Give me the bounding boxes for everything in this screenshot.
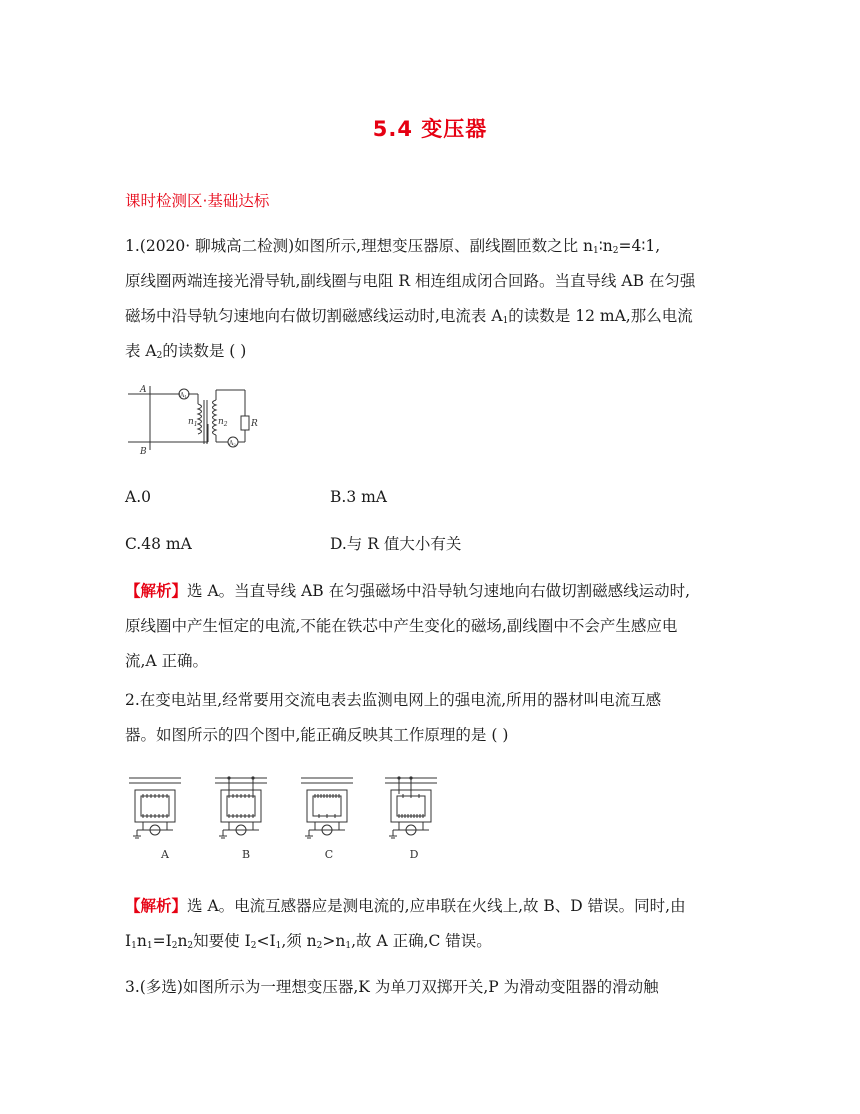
q2-analysis-line2: $I_1n_1=I_2n_2$知要使 $I_2<I_1$,须 $n_2>n_1$,故 A 正确,C 错误。	[125, 932, 492, 951]
q1-analysis-line1: 【解析】选 A。当直导线 AB 在匀强磁场中沿导轨匀速地向右做切割磁感线运动时,	[125, 581, 691, 600]
label-B: B	[140, 447, 147, 457]
q1-line2: 原线圈两端连接光滑导轨,副线圈与电阻 R 相连组成闭合回路。当直导线 AB 在匀强	[125, 272, 696, 290]
option-D: D.与 R 值大小有关	[330, 535, 462, 553]
label-n2: $n_2$	[218, 417, 228, 428]
figure-label-D: D	[409, 848, 419, 861]
analysis-tag: 【解析】	[125, 896, 188, 915]
figure-label-C: C	[324, 848, 334, 861]
analysis-tag: 【解析】	[125, 581, 188, 600]
label-A: A	[140, 385, 147, 395]
figure-A-diagram	[129, 778, 181, 838]
option-B: B.3 mA	[330, 488, 387, 506]
label-R: R	[251, 419, 258, 429]
q1-analysis-line3: 流,A 正确。	[125, 652, 209, 670]
q1-analysis-line2: 原线圈中产生恒定的电流,不能在铁芯中产生变化的磁场,副线圈中不会产生感应电	[125, 617, 678, 635]
q2-line2: 器。如图所示的四个图中,能正确反映其工作原理的是 ( )	[125, 726, 509, 744]
current-transformer-figures	[125, 772, 445, 864]
transformer-circuit-figure	[120, 378, 260, 460]
ammeter-A1-label: A1	[180, 392, 187, 399]
q1-line4: 表 $A_2$的读数是 ( )	[125, 342, 247, 361]
label-n1: $n_1$	[188, 417, 198, 428]
figure-label-B: B	[241, 848, 251, 861]
q2-analysis-line1: 【解析】选 A。电流互感器应是测电流的,应串联在火线上,故 B、D 错误。同时,由	[125, 896, 686, 915]
ammeter-A2-label: A2	[229, 440, 236, 447]
figure-label-A: A	[161, 848, 169, 861]
page-title: 5.4 变压器	[372, 117, 488, 141]
q3-line1: 3.(多选)如图所示为一理想变压器,K 为单刀双掷开关,P 为滑动变阻器的滑动触	[125, 978, 659, 996]
q1-line3: 磁场中沿导轨匀速地向右做切割磁感线运动时,电流表 $A_1$的读数是 12 mA,那么电流	[125, 307, 693, 326]
section-heading: 课时检测区·基础达标	[125, 192, 270, 210]
q1-line1: 1.(2020· 聊城高二检测)如图所示,理想变压器原、副线圈匝数之比 $n_1∶n_2=4∶1$,	[125, 237, 661, 256]
q2-line1: 2.在变电站里,经常要用交流电表去监测电网上的强电流,所用的器材叫电流互感	[125, 691, 662, 709]
option-C: C.48 mA	[125, 535, 192, 553]
option-A: A.0	[125, 488, 151, 506]
